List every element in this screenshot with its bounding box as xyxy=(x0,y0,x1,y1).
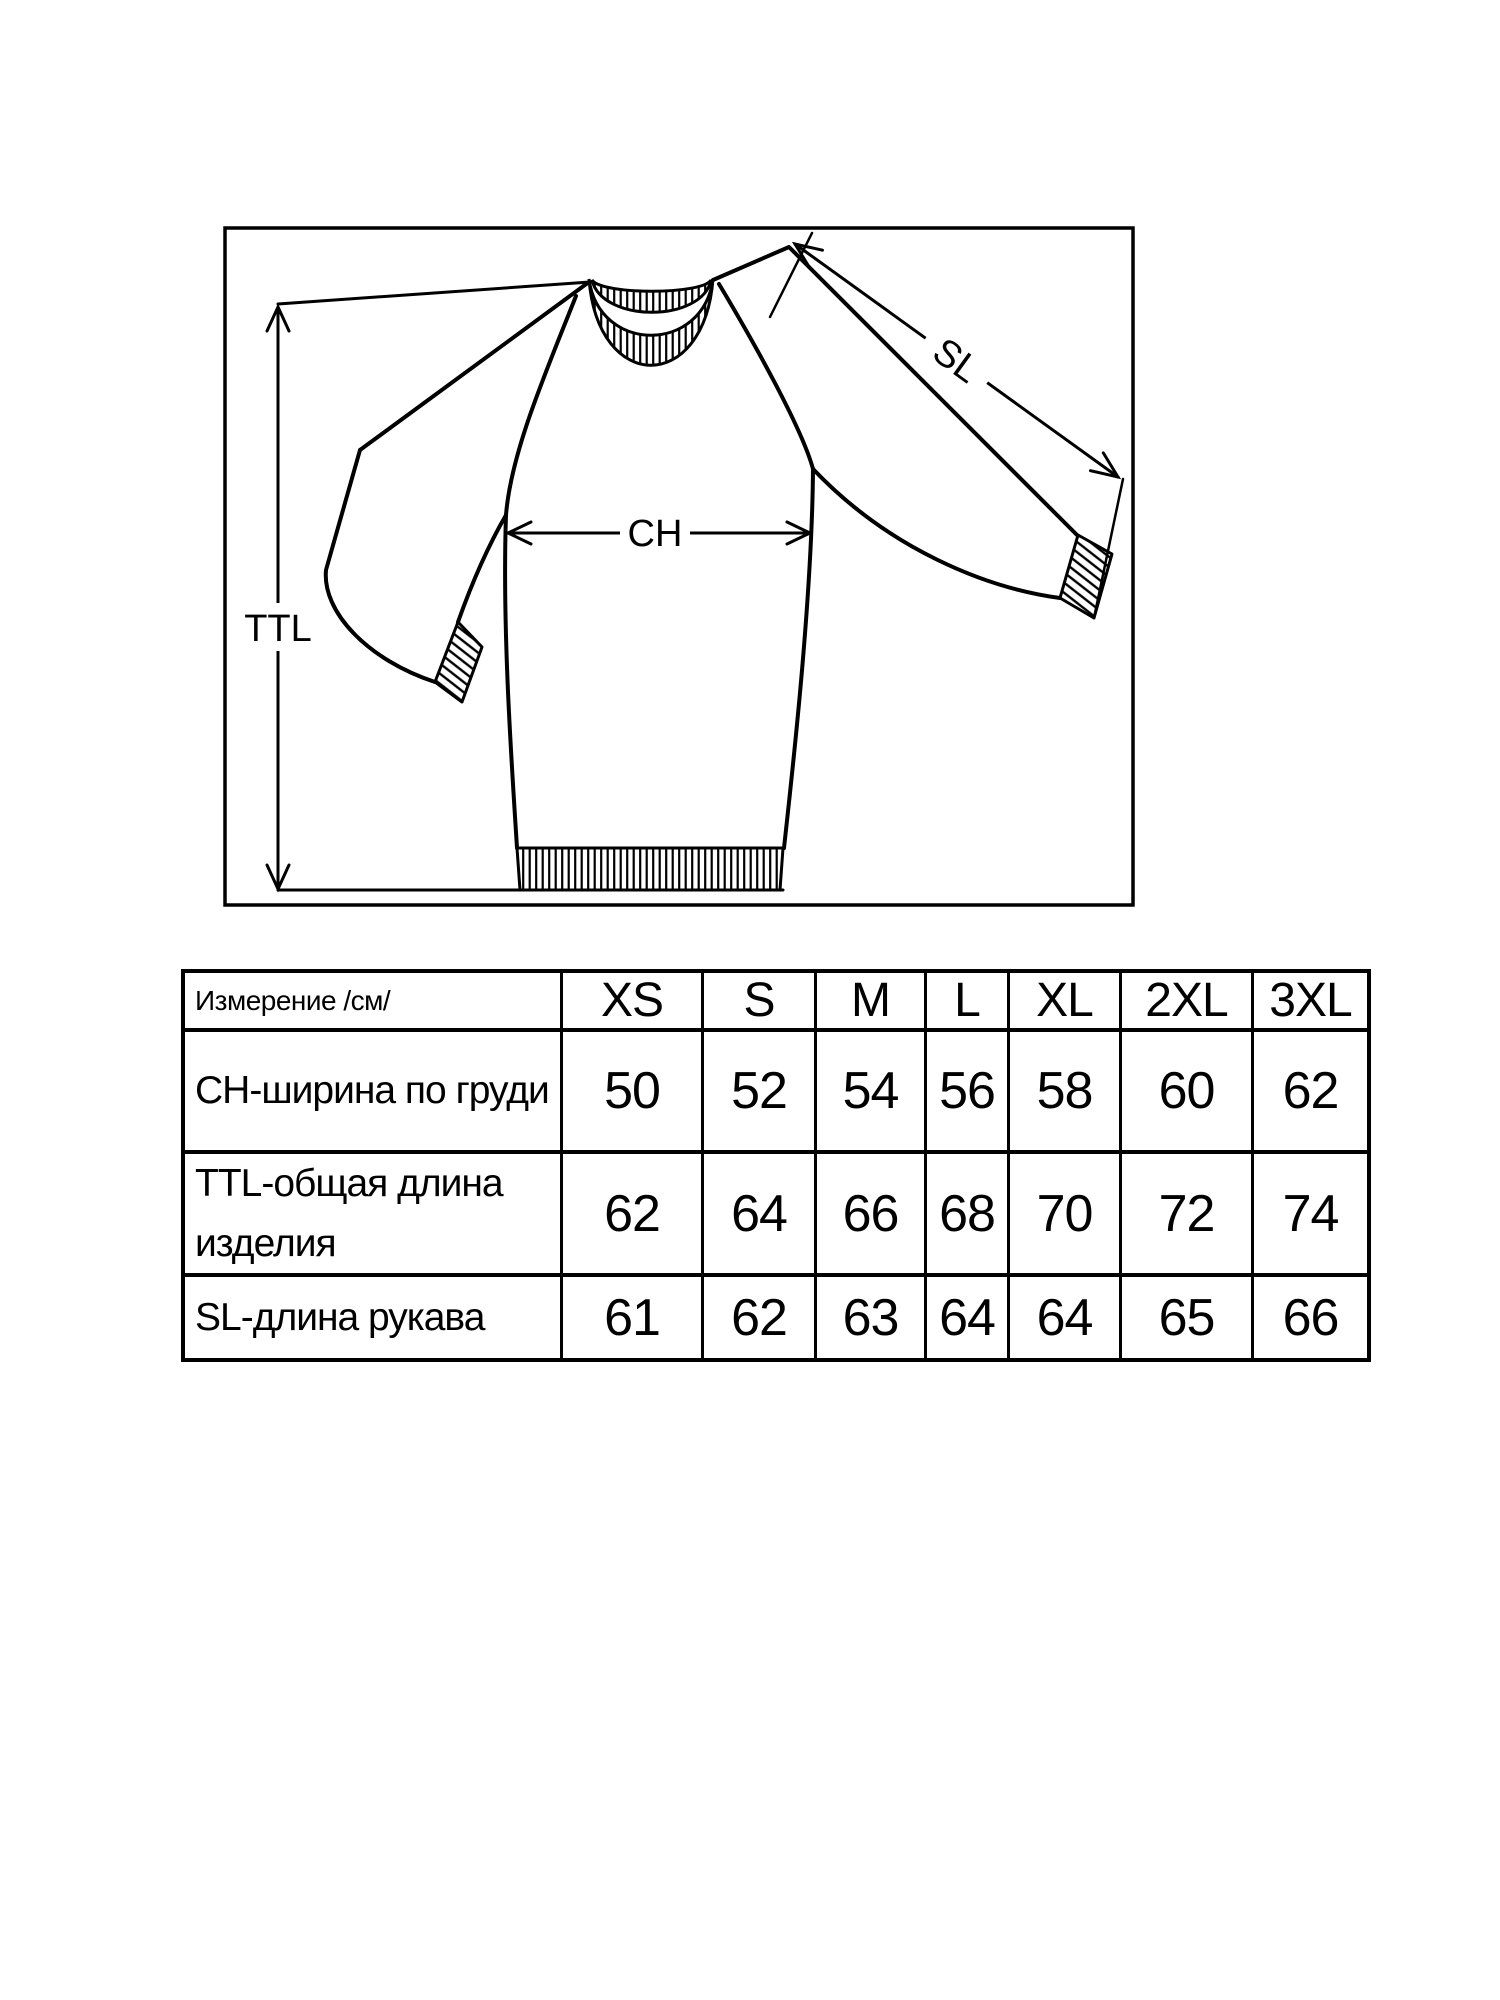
table-cell: 56 xyxy=(927,1032,1010,1154)
row-label-total-length: TTL-общая длина изделия xyxy=(185,1154,563,1277)
sl-label-group xyxy=(912,319,1001,401)
size-header-xl: XL xyxy=(1010,973,1122,1032)
table-cell: 70 xyxy=(1010,1154,1122,1277)
right-cuff xyxy=(1060,535,1112,618)
left-raglan-seam xyxy=(506,296,576,515)
ttl-top-reference-line xyxy=(278,282,590,304)
table-cell: 65 xyxy=(1122,1277,1254,1358)
table-cell: 61 xyxy=(563,1277,704,1358)
right-sleeve-under-edge xyxy=(813,469,1060,598)
size-header-m: M xyxy=(817,973,927,1032)
left-sleeve-inner-edge xyxy=(458,515,506,622)
table-cell: 64 xyxy=(1010,1277,1122,1358)
size-header-3xl: 3XL xyxy=(1254,973,1367,1032)
table-cell: 74 xyxy=(1254,1154,1367,1277)
row-label-chest-width: CH-ширина по груди xyxy=(185,1032,563,1154)
table-cell: 54 xyxy=(817,1032,927,1154)
sweater-outline xyxy=(326,247,1078,848)
table-cell: 72 xyxy=(1122,1154,1254,1277)
table-cell: 50 xyxy=(563,1032,704,1154)
sl-label: SL xyxy=(924,330,988,392)
hem-band xyxy=(517,848,783,890)
table-cell: 64 xyxy=(927,1277,1010,1358)
table-cell: 68 xyxy=(927,1154,1010,1277)
ttl-label: TTL xyxy=(244,608,312,650)
collar-ribbing xyxy=(589,279,713,365)
table-cell: 64 xyxy=(704,1154,817,1277)
size-header-xs: XS xyxy=(563,973,704,1032)
table-cell: 66 xyxy=(817,1154,927,1277)
table-corner-header: Измерение /см/ xyxy=(185,973,563,1032)
table-cell: 66 xyxy=(1282,1288,1339,1347)
body-left-edge xyxy=(505,515,517,848)
left-sleeve-outer-edge xyxy=(326,450,435,682)
row-label-sleeve-length: SL-длина рукава xyxy=(185,1277,563,1358)
left-sleeve-top-edge xyxy=(360,282,589,450)
table-cell: 58 xyxy=(1010,1032,1122,1154)
size-table xyxy=(181,969,1371,1362)
right-sleeve-top-edge xyxy=(713,247,1078,536)
right-raglan-seam xyxy=(719,284,813,469)
left-cuff xyxy=(435,622,482,702)
table-cell: 62 xyxy=(1254,1032,1367,1154)
table-cell: 63 xyxy=(817,1277,927,1358)
size-header-s: S xyxy=(704,973,817,1032)
collar-inner-band xyxy=(592,280,711,312)
table-cell: 62 xyxy=(563,1154,704,1277)
ch-label: CH xyxy=(627,513,683,555)
size-header-2xl: 2XL xyxy=(1122,973,1254,1032)
table-cell: 52 xyxy=(704,1032,817,1154)
table-cell: 60 xyxy=(1122,1032,1254,1154)
size-header-l: L xyxy=(927,973,1010,1032)
dimension-labels xyxy=(243,319,1001,651)
table-cell: 62 xyxy=(704,1277,817,1358)
